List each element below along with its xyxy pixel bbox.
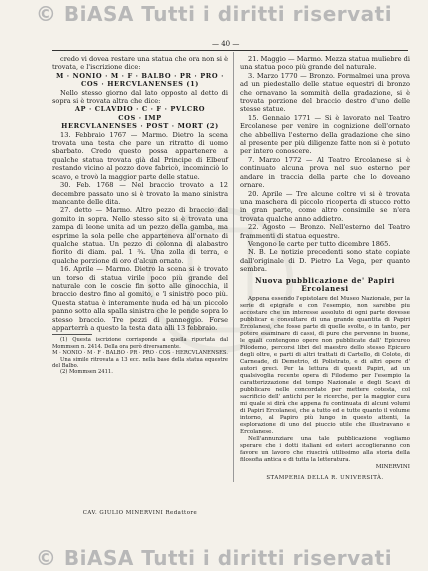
paragraph: 3. Marzo 1770 — Bronzo. Formalmei una prova ad un piedestallo delle statue equestri di bronzo che ornavano la sommità della gradazione, si è trovata porzione del braccio destro d'uno delle stesse statue.	[240, 71, 410, 114]
column-separator	[233, 52, 234, 482]
inscription-line: AP · CLAVDIO · C · F · PVLCRO	[74, 105, 206, 114]
copyright-watermark-top: © BiASA Tutti i diritti riservati	[35, 2, 393, 26]
header-rule	[52, 50, 408, 51]
paragraph: credo vi dovea restare una statua che ora non si è trovata, e l'iscrizione dice:	[52, 55, 228, 72]
paragraph: 15. Gennaio 1771 — Si è lavorato nel Teatro Ercolanese per venire in cognizione dell'ornato che abbelliva l'esterno della gradazione che sino al presente per più diligenze fatte non si è potuto per intero conoscere.	[240, 113, 410, 156]
paragraph: Appena essendo l'epistolare del Museo Nazionale, per la serie di epigrafe e con l'esempio, non sarebbe piu accostare che un interesse assoluto di ogni parte dovesse pubblicar e consultare di una grande quantita di Papiri Ercolanesi, che fosse parte di quelle svolte, o in tanto, per potere esaminare di cassi, di pure che pervenne in buone, le quali contengono opere non pubblicate dall' Epicureo Filodemo, percorsi libri del maestro dello stesso Epicuro degli oltre, e parti di altri trattati di Cartello, di Colote, di Carneade, di Demetrio, di Polistrato, e di altri opere d' autori greci. Per la lettura di questi Papiri, ad un qualsivoglia recente opera di Filodemo per l'esempio la caratterizzazione del tempo Nazionale e degli Scavi di pubblicare nelle concordate per mettere cotesta, col sacrificio dell' antichi per le ricerche, per la maggior cura mi quale si dirà che appena fu continuata di alcuni volumi di Papiri Ercolanesi, che a tutto ed e tutte quanto il volume intorno, al Papiro più lungo in questo attenti, la esplorazione di uno del piuccio utile che illustravano e Ercolanese.	[240, 296, 410, 436]
paragraph: 30. Feb. 1768 — Nel braccio trovato a 12 decembre passato uno si è trovato la mano sinistra mancante delle dita.	[52, 181, 228, 206]
footnote: Una simile ritrovata a 13 ecc. nella base della statua equestre del Balbo.	[52, 356, 228, 370]
footnote: (2) Mommsen 2411.	[60, 369, 113, 376]
right-column	[240, 55, 410, 483]
copyright-watermark-bottom: © BiASA Tutti i diritti riservati	[35, 546, 393, 570]
footnote: (1) Questa iscrizione corrisponde a quella riportata dal Mommsen n. 2414. Della ora però diversamente.	[52, 337, 228, 350]
section-heading: Nuova pubblicazione de' Papiri Ercolanesi	[255, 275, 395, 293]
paragraph: Vengono le carte per tutto dicembre 1865.	[248, 239, 391, 248]
editor-credit: CAV. GIULIO MINERVINI Redattore	[82, 510, 198, 516]
paragraph: Nello stesso giorno dal lato opposto al detto di sopra si è trovata altra che dice:	[52, 88, 228, 106]
paragraph: 13. Febbraio 1767 — Marmo. Dietro la scena trovata una testa che pare un ritratto di uomo sbarbato. Credo questo possa appartenere a qualche statua trovata già dal Principe di Elbeuf restando vicino al pozzo dove fabricò, incominciò lo scavo, e trovò la maggior parte delle statue.	[52, 130, 228, 181]
inscription-line: COS · IMP	[118, 113, 162, 122]
paragraph: 16. Aprile — Marmo. Dietro la scena si è trovato un torso di statua virile poco più grande del naturale con le coscie fin sotto alle ginocchia, il braccio destro fino al gomito, e 'l sinistro poco più. Questa statua è interamente nuda ed ha un piccolo panno sotto alla spalla sinistra che le pende sopra lo stesso braccio. Tre pezzi di panneggio. Forse apparterrà a questo la testa data alli 13 febbraio.	[52, 265, 228, 332]
printer-imprint: STAMPERIA DELLA R. UNIVERSITÀ.	[266, 475, 384, 482]
signature: MINERVINI	[375, 464, 410, 471]
paragraph: Nell'annunziare una tale pubblicazione vogliamo sperare che i dotti italiani ed esteri accoglieranno con favore un lavoro che riuscirà utilissimo alla storia della filosofia antica e di tutta la letteratura.	[240, 436, 410, 464]
paragraph: 21. Maggio — Marmo. Mezza statua muliebre di una statua poco più grande del naturale.	[240, 55, 410, 72]
paragraph: 7. Marzo 1772 — Al Teatro Ercolanese si è continuato alcuna prova nel suo esterno per andare in traccia della parte che lo doveano ornare.	[240, 155, 410, 190]
paragraph: N. B. Le notizie precedenti sono state copiate dall'originale di D. Pietro La Vega, per quanto sembra.	[240, 248, 410, 274]
inscription-line: HERCVLANENSES · POST · MORT (2)	[61, 122, 219, 131]
footnote-inscription: M · NONIO · M · F · BALBO · PR · PRO · COS · HERCVLANENSES.	[52, 350, 228, 357]
paragraph: 27. detto — Marmo. Altro pezzo di braccio dal gomito in sopra. Nello stesso sito si è trovata una zampa di leone unita ad un pezzo della gamba, ma esprime la sola pelle che apparteneva all'ornato di qualche statua. Un pezzo di colonna di alabastro fiorito di diam. pal. 1 ¾. Una zolla di terra, e qualche porzione di oro d'alcun ornato.	[52, 206, 228, 265]
footnote-rule	[52, 334, 92, 335]
left-column	[52, 55, 228, 376]
inscription: M · NONIO · M · F · BALBO · PR · PRO · COS · HERCVLANENSES (1)	[55, 71, 224, 89]
paragraph: 22. Agosto — Bronzo. Nell'esterno del Teatro frammenti di statua equestre.	[240, 223, 410, 240]
paragraph: 20. Aprile — Tre alcune coltre vi si è trovata una maschera di piccolo ricoperta di stucco rotto in gran parte, come altro consimile se n'era trovata qualche anno addietro.	[240, 189, 410, 223]
page-number: — 40 —	[212, 40, 240, 48]
